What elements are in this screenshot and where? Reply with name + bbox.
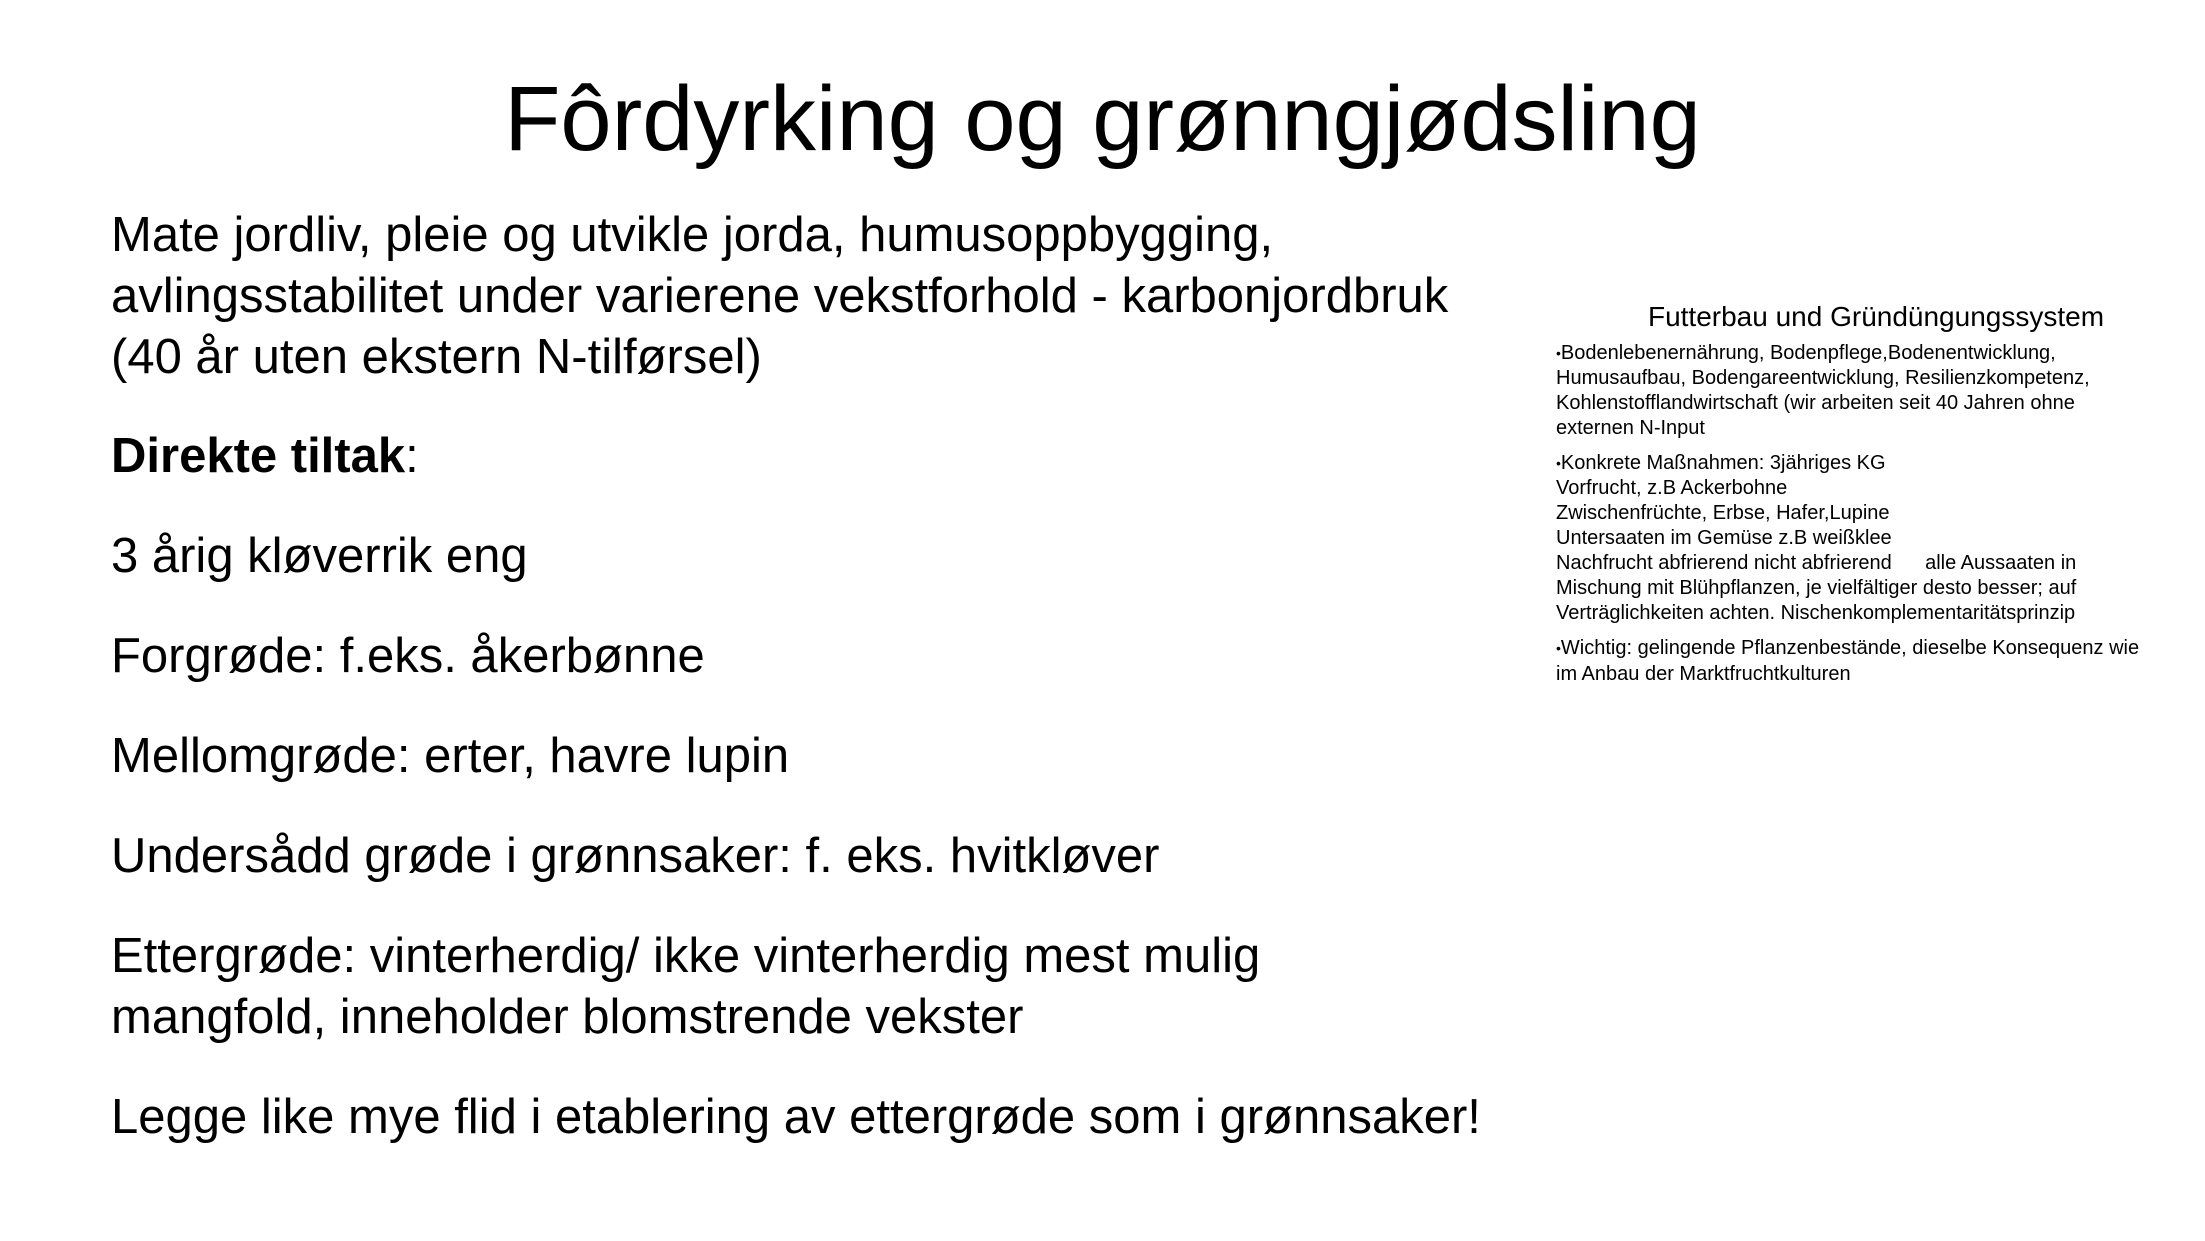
german-line: Vorfrucht, z.B Ackerbohne	[1556, 477, 1788, 500]
slide-title: Fôrdyrking og grønngjødsling	[504, 68, 1701, 170]
german-line: Mischung mit Blühpflanzen, je vielfältiger desto besser; auf	[1556, 577, 2077, 600]
measure-item: Mellomgrøde: erter, havre lupin	[111, 729, 790, 783]
closing-statement: Legge like mye flid i etablering av ettergrøde som i grønnsaker!	[111, 1090, 1481, 1144]
measure-item: 3 årig kløverrik eng	[111, 529, 528, 583]
measure-item: Forgrøde: f.eks. åkerbønne	[111, 629, 705, 683]
german-line: •Bodenlebenernährung, Bodenpflege,Bodenentwicklung,	[1556, 342, 2056, 364]
german-paragraph-3	[1556, 636, 2196, 686]
german-paragraph-2	[1556, 451, 2196, 626]
german-line: Untersaaten im Gemüse z.B weißklee	[1556, 527, 1892, 550]
main-content	[111, 205, 1551, 1148]
direct-measures-colon: :	[405, 429, 419, 483]
german-line: •Wichtig: gelingende Pflanzenbestände, dieselbe Konsequenz wie	[1556, 637, 2140, 660]
aftercrop-line: mangfold, inneholder blomstrende vekster	[111, 990, 1024, 1044]
german-line: Humusaufbau, Bodengareentwicklung, Resilienzkompetenz,	[1556, 367, 2090, 390]
bullet-icon: •	[1556, 345, 1561, 362]
german-line: Nachfrucht abfrierend nicht abfrierend alle Aussaaten in	[1556, 552, 2077, 575]
measure-item: Undersådd grøde i grønnsaker: f. eks. hvitkløver	[111, 829, 1160, 883]
german-paragraph-1	[1556, 341, 2196, 441]
german-summary	[1556, 299, 2196, 687]
direct-measures-heading	[111, 426, 1551, 487]
bullet-icon: •	[1556, 640, 1561, 657]
aftercrop-line: Ettergrøde: vinterherdig/ ikke vinterherdig mest mulig	[111, 929, 1261, 983]
direct-measures-label: Direkte tiltak	[111, 429, 406, 483]
intro-paragraph	[111, 205, 1551, 388]
german-summary-title: Futterbau und Gründüngungssystem	[1647, 301, 2105, 332]
bullet-icon: •	[1556, 455, 1561, 472]
german-line: externen N-Input	[1556, 417, 1705, 440]
german-line: Verträglichkeiten achten. Nischenkomplementaritätsprinzip	[1556, 602, 2076, 625]
german-line: •Konkrete Maßnahmen: 3jähriges KG	[1556, 452, 1886, 475]
aftercrop-item	[111, 926, 1551, 1048]
german-line: Kohlenstofflandwirtschaft (wir arbeiten seit 40 Jahren ohne	[1556, 392, 2075, 415]
german-line: im Anbau der Marktfruchtkulturen	[1556, 662, 1851, 685]
german-line: Zwischenfrüchte, Erbse, Hafer,Lupine	[1556, 502, 1890, 525]
intro-line: Mate jordliv, pleie og utvikle jorda, humusoppbygging,	[111, 208, 1274, 262]
intro-line: (40 år uten ekstern N-tilførsel)	[111, 330, 762, 384]
intro-line: avlingsstabilitet under varierene vekstforhold - karbonjordbruk	[111, 269, 1449, 323]
